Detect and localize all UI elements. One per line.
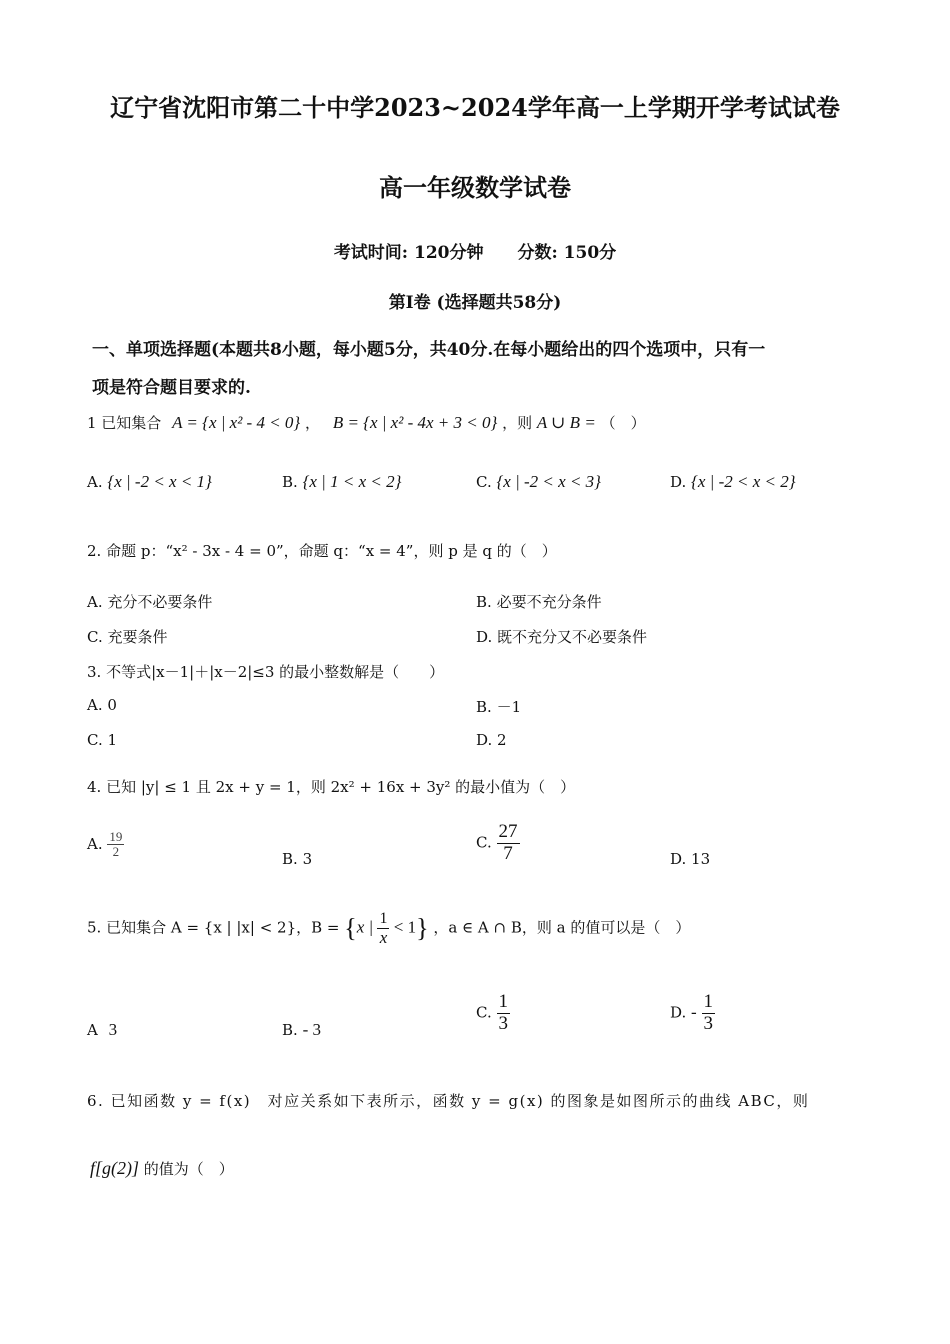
q1-option-d-label: D.: [670, 473, 687, 491]
q2-option-b-text: 必要不充分条件: [496, 593, 602, 611]
q5-frac-num: 1: [379, 910, 388, 927]
q2-option-a-label: A.: [87, 593, 103, 611]
q1-union: A ∪ B =: [536, 413, 596, 432]
q1-option-d-text: {x | -2 < x < 2}: [691, 472, 796, 491]
question-4: 4. 已知 |y| ≤ 1 且 2x + y = 1，则 2x² + 16x + 3y² 的最小值为（ ）: [87, 778, 576, 796]
question-6-line2: [90, 1158, 234, 1179]
q3-option-c-label: C.: [87, 731, 103, 749]
q4-option-b-text: 3: [302, 850, 313, 868]
q4-option-a-num: 19: [109, 829, 123, 844]
q5-option-d-sign: -: [691, 1002, 697, 1022]
part-title: 第Ⅰ卷 (选择题共58分): [388, 293, 562, 313]
q1-option-c: [476, 472, 601, 492]
q1-paren: （ ）: [600, 414, 646, 432]
q2-option-c-text: 充要条件: [107, 628, 168, 646]
q3-option-d: [476, 731, 507, 749]
q5-option-c-num: 1: [498, 991, 508, 1012]
document-subtitle: 高一年级数学试卷: [379, 173, 571, 202]
q4-option-a-den: 2: [112, 844, 120, 860]
q5-option-a-text: 3: [108, 1020, 118, 1039]
q4-option-b-label: B.: [282, 850, 298, 868]
q1-set-a: A = {x | x² - 4 < 0}: [172, 413, 301, 432]
q5-option-d-num: 1: [703, 991, 713, 1012]
q4-option-a: [87, 830, 124, 860]
q5-brace-open: {: [344, 913, 357, 943]
q6-expression: f[g(2)]: [90, 1158, 139, 1178]
q2-option-a: [87, 591, 212, 612]
q3-option-a-text: 0: [107, 696, 117, 714]
q5-option-c: [476, 992, 510, 1035]
q4-option-c-den: 7: [503, 842, 513, 864]
q1-mid: ，则: [502, 414, 533, 432]
q2-option-b: [476, 591, 602, 612]
q1-prefix: 1 已知集合: [87, 414, 162, 432]
q5-option-c-fraction: [497, 992, 511, 1035]
q1-option-c-text: {x | -2 < x < 3}: [496, 472, 601, 491]
q4-option-d: [670, 850, 710, 868]
q4-option-c-label: C.: [476, 833, 492, 852]
q3-option-c: [87, 731, 117, 749]
q1-option-a-text: {x | -2 < x < 1}: [107, 472, 212, 491]
document-title: 辽宁省沈阳市第二十中学2023~2024学年高一上学期开学考试试卷: [110, 93, 840, 122]
q5-text-left: 5. 已知集合 A = {x | |x| < 2}，B =: [87, 918, 340, 937]
q4-option-a-label: A.: [87, 834, 103, 853]
q5-setb-tail: < 1: [389, 917, 417, 937]
q2-option-d-text: 既不充分又不必要条件: [497, 628, 648, 646]
q5-option-a-label: A: [87, 1021, 98, 1039]
exam-info: 考试时间: 120分钟 分数: 150分: [333, 243, 617, 263]
q5-fraction: [377, 910, 389, 947]
q1-option-c-label: C.: [476, 473, 492, 491]
q5-option-b: [282, 1020, 321, 1040]
q5-frac-den: x: [379, 927, 388, 947]
q3-option-b: [476, 696, 521, 717]
q3-option-b-text: －1: [496, 698, 522, 716]
q2-option-a-text: 充分不必要条件: [107, 593, 213, 611]
question-6-line1: 6. 已知函数 y = f(x) 对应关系如下表所示，函数 y = g(x) 的图象是如图所示的曲线 ABC，则: [87, 1092, 810, 1110]
q4-option-c: [476, 822, 520, 865]
q1-option-a-label: A.: [87, 473, 103, 491]
q4-option-b: [282, 850, 312, 868]
q4-option-d-label: D.: [670, 850, 687, 868]
q1-option-b-text: {x | 1 < x < 2}: [302, 472, 402, 491]
q5-option-c-den: 3: [498, 1012, 508, 1034]
question-2: 2. 命题 p：“x² - 3x - 4 = 0”，命题 q：“x = 4”，则 p 是 q 的（ ）: [87, 542, 557, 560]
q3-option-c-text: 1: [107, 731, 118, 749]
q5-option-b-label: B.: [282, 1021, 298, 1039]
section-heading-line1: 一、单项选择题(本题共8小题，每小题5分，共40分.在每小题给出的四个选项中，只有一: [92, 340, 766, 360]
q4-option-c-num: 27: [498, 821, 518, 842]
q5-option-d-fraction: [702, 992, 716, 1035]
q1-set-b: B = {x | x² - 4x + 3 < 0}: [332, 413, 498, 432]
q5-option-d: [670, 992, 715, 1035]
q2-option-d: [476, 626, 647, 647]
question-3: 3. 不等式|x－1|＋|x－2|≤3 的最小整数解是（ ）: [87, 663, 445, 681]
q3-option-a: [87, 696, 117, 714]
q5-option-c-label: C.: [476, 1003, 492, 1022]
q5-text-right: ，a ∈ A ∩ B，则 a 的值可以是（ ）: [433, 918, 691, 937]
q2-option-b-label: B.: [476, 593, 492, 611]
q5-brace-close: }: [416, 913, 429, 943]
q1-option-b-label: B.: [282, 473, 298, 491]
q4-option-d-text: 13: [691, 850, 711, 868]
q1-comma: ，: [305, 414, 321, 432]
q2-option-c: [87, 626, 168, 647]
q5-setb-inner: x |: [356, 917, 378, 937]
q5-option-d-den: 3: [703, 1012, 713, 1034]
question-1: [87, 412, 646, 433]
q6-line2-text: 的值为（ ）: [143, 1160, 234, 1178]
q2-option-c-label: C.: [87, 628, 103, 646]
q2-option-d-label: D.: [476, 628, 493, 646]
q5-option-d-label: D.: [670, 1003, 687, 1022]
section-heading-line2: 项是符合题目要求的.: [92, 378, 251, 398]
q1-option-d: [670, 472, 796, 492]
q3-option-a-label: A.: [87, 696, 103, 714]
q3-option-d-text: 2: [497, 731, 507, 749]
q1-option-b: [282, 472, 401, 492]
q1-option-a: [87, 472, 212, 492]
question-5: [87, 910, 690, 947]
q4-option-a-fraction: [107, 830, 124, 860]
q3-option-b-label: B.: [476, 698, 492, 716]
q3-option-d-label: D.: [476, 731, 493, 749]
q5-option-b-text: - 3: [302, 1020, 321, 1039]
q5-option-a: [87, 1020, 117, 1040]
q4-option-c-fraction: [497, 822, 520, 865]
